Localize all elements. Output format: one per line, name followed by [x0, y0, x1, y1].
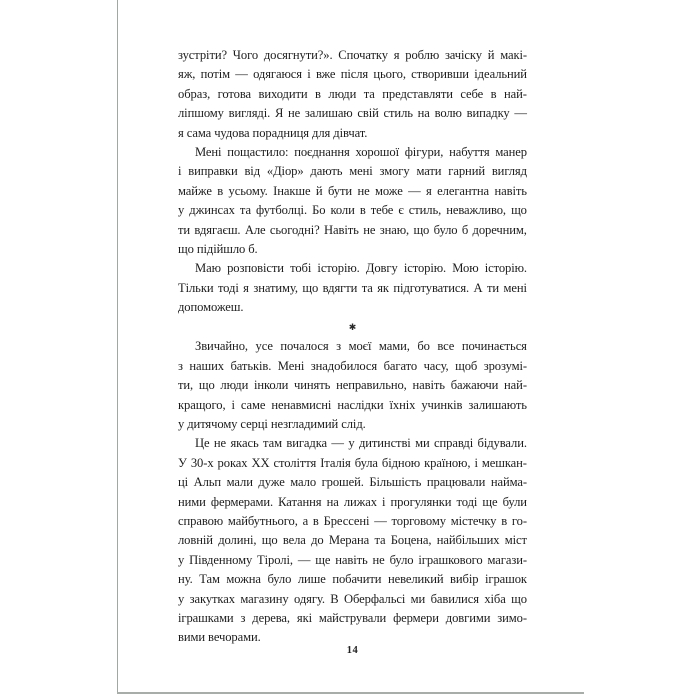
text-line: що підійшло б. [178, 241, 258, 256]
text-line: зустріти? Чого досягнути?». Спочатку я роблю зачіску й макі- [178, 48, 527, 62]
section-break-ornament: ✱ [348, 322, 357, 333]
text-line: У 30-х роках XX століття Італія була бідною країною, і мешкан- [178, 455, 527, 470]
text-line: і виправки від «Діор» дають мені змогу мати гарний вигляд [178, 164, 527, 179]
body-text-block [178, 46, 527, 648]
text-line: Мені пощастило: поєднання хорошої фігури, набуття манер [195, 144, 527, 159]
text-line: яж, потім — одягаюся і вже після цього, створивши ідеальний [178, 67, 527, 82]
text-line: кращого, і саме ненавмисні наслідки їхніх учинків залишають [178, 397, 527, 412]
page-bottom-rule [117, 692, 584, 694]
text-line: іграшками з дерева, які майстрували фермери довгими зимо- [178, 610, 527, 625]
text-line: я сама чудова порадниця для дівчат. [178, 125, 368, 140]
page-number: 14 [346, 645, 359, 656]
text-line: Тільки тоді я знатиму, що вдягти та як підготуватися. А ти мені [178, 280, 527, 295]
text-line: ти вдягаєш. Але сьогодні? Навіть не знаю, що було б доречним, [178, 222, 527, 237]
text-line: майже в усьому. Інакше й бути не може — я елегантна навіть [178, 183, 527, 198]
text-line: у Південному Тіролі, — ще навіть не було іграшкового магази- [178, 552, 527, 567]
page-left-rule [117, 0, 118, 694]
text-line: справою майбутнього, а в Брессені — торговому містечку в го- [178, 513, 527, 528]
text-line: ти, що люди інколи чинять неправильно, навіть бажаючи най- [178, 378, 527, 393]
text-line: ними фермерами. Катання на лижах і прогулянки тоді ще були [178, 494, 527, 509]
text-line: образ, готова виходити в люди та представляти себе в най- [178, 86, 527, 101]
text-line: ловній долині, що вела до Мерана та Боцена, найбільших міст [178, 533, 527, 548]
text-line: Маю розповісти тобі історію. Довгу історію. Мою історію. [195, 261, 527, 276]
text-line: допоможеш. [178, 300, 244, 315]
text-line: ліпшому вигляді. Я не залишаю свій стиль на волю випадку — [178, 106, 527, 121]
text-line: у закутках магазину одягу. В Оберфальсі ми бавилися хіба що [178, 591, 527, 606]
text-line: у дитячому серці незгладимий слід. [178, 417, 366, 432]
text-line: у джинсах та футболці. Бо коли в тебе є стиль, неважливо, що [178, 203, 527, 218]
text-line: Звичайно, усе почалося з моєї мами, бо все починається [195, 339, 527, 354]
text-line: з наших батьків. Мені знадобилося багато часу, щоб зрозумі- [178, 358, 527, 373]
text-line: вими вечорами. [178, 630, 261, 645]
text-line: ці Альп мали дуже мало грошей. Більшість працювали найма- [178, 475, 527, 490]
text-line: Це не якась там вигадка — у дитинстві ми справді бідували. [195, 436, 527, 451]
text-line: ну. Там можна було лише побачити невеликий вибір іграшок [178, 572, 527, 587]
